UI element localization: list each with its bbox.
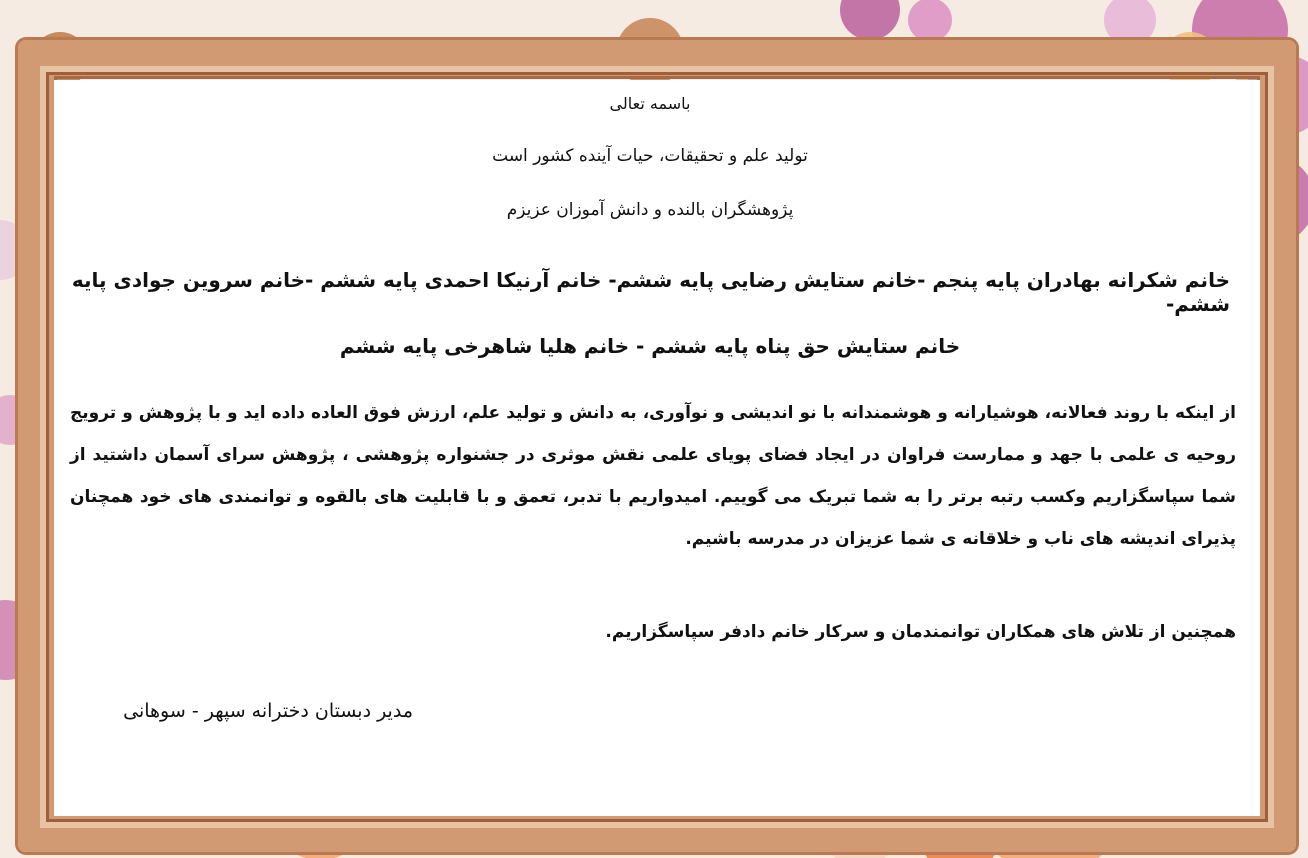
top-flower-icon <box>840 0 952 42</box>
recipient-names-line-1: خانم شکرانه بهادران پایه پنجم -خانم ستایش رضایی پایه ششم- خانم آرنیکا احمدی پایه ششم -خانم سروین جوادی پایه ششم- <box>71 268 1230 316</box>
salutation-line: پژوهشگران بالنده و دانش آموزان عزیزم <box>506 200 794 220</box>
thanks-line: همچنین از تلاش های همکاران توانمندمان و سرکار خانم دادفر سپاسگزاریم. <box>605 622 1236 642</box>
invocation-heading: باسمه تعالی <box>609 94 691 113</box>
signature-line: مدیر دبستان دخترانه سپهر - سوهانی <box>123 700 413 722</box>
recipient-names-line-2: خانم ستایش حق پناه پایه ششم - خانم هلیا شاهرخی پایه ششم <box>339 334 961 358</box>
appreciation-paragraph: از اینکه با روند فعالانه، هوشیارانه و هوشمندانه با نو اندیشی و نوآوری، به دانش و تولید علم، ارزش فوق العاده داده اید و با پژوهش و ترویج روحیه ی علمی با جهد و ممارست فراوان در ایجاد فضای پویای علمی نقش موثری در جشنواره پژوهشی ، پژوهش سرای آسمان داشتید از شما سپاسگزاریم وکسب رتبه برتر را به شما تبریک می گوییم. امیدواریم با تدبر، تعمق و با قابلیت های بالقوه و توانمندی های خود همچنان پذیرای اندیشه های ناب و خلاقانه ی شما عزیزان در مدرسه باشیم. <box>70 403 1236 549</box>
motto-line: تولید علم و تحقیقات، حیات آینده کشور است <box>492 146 808 166</box>
